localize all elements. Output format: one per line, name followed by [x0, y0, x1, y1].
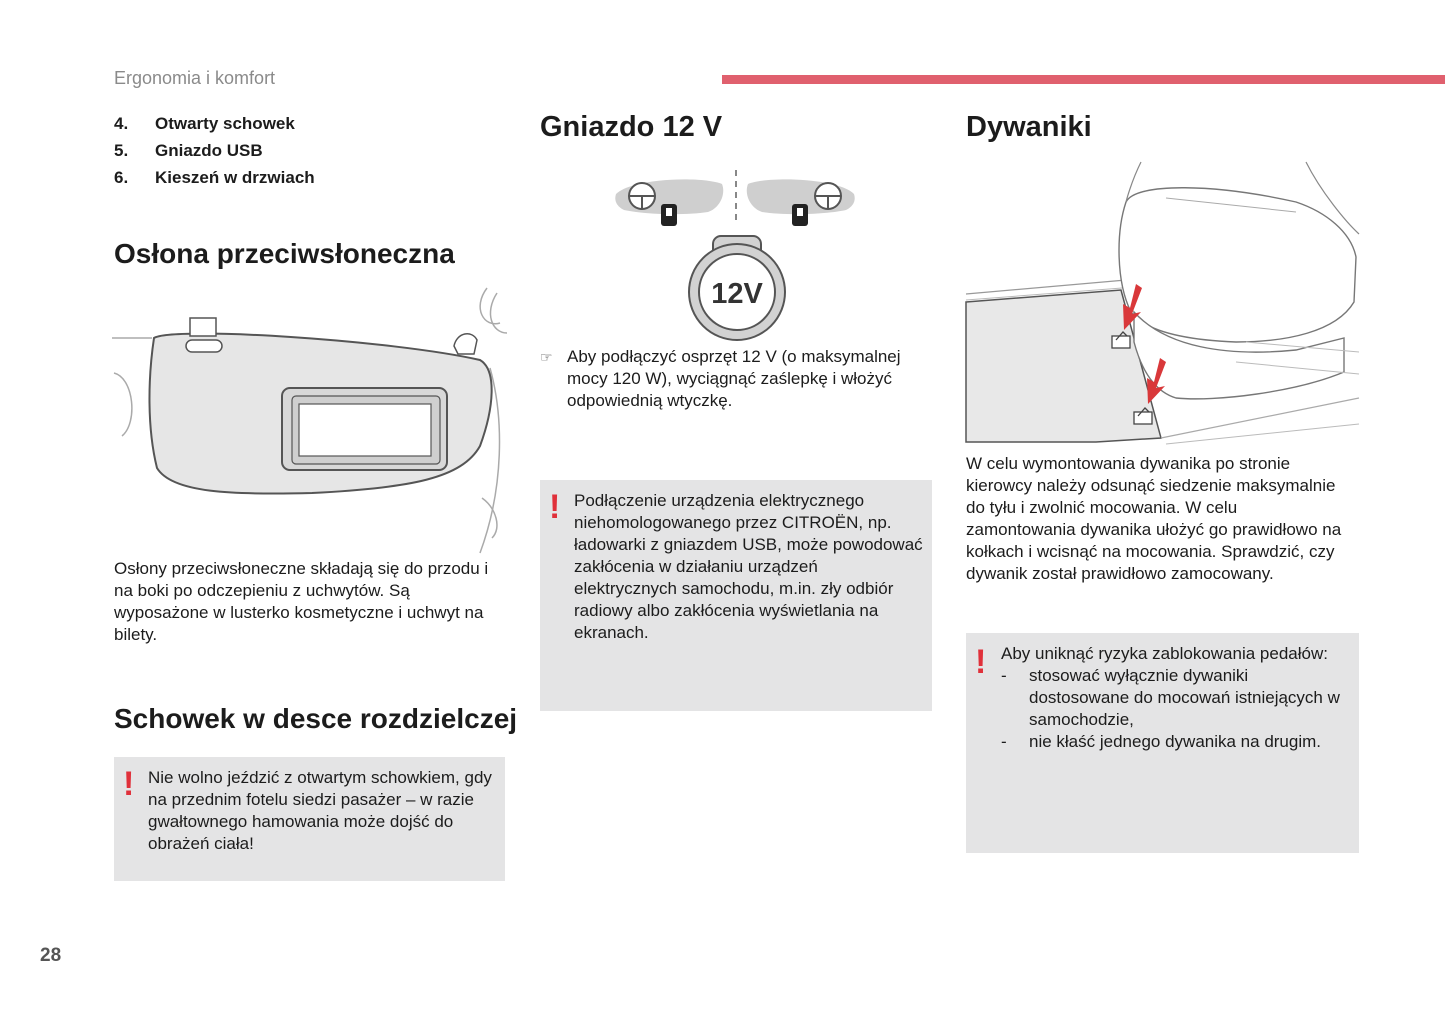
sun-visor-text: Osłony przeciwsłoneczne składają się do przodu i na boki po odczepieniu z uchwytów. Są wyposażone w lusterko kosmetyczne i uchwyt na bilety.	[114, 559, 489, 644]
socket-illustration	[612, 166, 862, 346]
mats-warning-box	[966, 633, 1359, 853]
warning-icon: !	[975, 643, 987, 681]
glovebox-heading: Schowek w desce rozdzielczej	[114, 703, 518, 734]
mat-fastener-icon	[1112, 336, 1130, 348]
glovebox-warning-box	[114, 757, 505, 881]
mats-warning-item: stosować wyłącznie dywaniki dostosowane do mocowań istniejących w samochodzie,	[1029, 666, 1340, 729]
section-title: Ergonomia i komfort	[114, 68, 276, 88]
mats-warning-content	[1001, 643, 1353, 753]
socket-label: 12V	[711, 278, 763, 310]
list-item	[114, 113, 514, 140]
mats-text: W celu wymontowania dywanika po stronie kierowcy należy odsunąć siedzenie maksymalnie do tyłu i zwolnić mocowania. W celu zamontowania dywanika ułożyć go prawidłowo na kołkach i wcisnąć na mocowania. Sprawdzić, czy dywanik został prawidłowo zamocowany.	[966, 454, 1342, 583]
list-item: - stosować wyłącznie dywaniki dostosowane do mocowań istniejących w samochodzie,	[1001, 665, 1353, 731]
list-item	[114, 167, 514, 194]
list-item-number: 5.	[114, 141, 129, 160]
numbered-list	[114, 113, 514, 194]
socket-instruction-text: Aby podłączyć osprzęt 12 V (o maksymalnej mocy 120 W), wyciągnąć zaślepkę i włożyć odpowiednią wtyczkę.	[567, 347, 901, 410]
socket-heading: Gniazdo 12 V	[540, 111, 723, 143]
list-item-label: Gniazdo USB	[155, 141, 263, 160]
mats-heading: Dywaniki	[966, 111, 1092, 143]
page-number: 28	[40, 945, 62, 966]
list-item: - nie kłaść jednego dywanika na drugim.	[1001, 732, 1322, 751]
socket-warning-box	[540, 480, 932, 711]
socket-instruction	[540, 346, 935, 412]
header-accent-bar	[722, 75, 1445, 84]
list-item-label: Kieszeń w drzwiach	[155, 168, 315, 187]
glovebox-warning-text: Nie wolno jeździć z otwartym schowkiem, gdy na przednim fotelu siedzi pasażer – w razie gwałtownego hamowania może dojść do obrażeń ciała!	[148, 768, 492, 853]
pointing-hand-icon: ☞	[540, 349, 553, 365]
mat-fastener-icon	[1134, 412, 1152, 424]
warning-icon: !	[549, 488, 561, 526]
sun-visor-illustration	[112, 288, 508, 558]
socket-warning-text: Podłączenie urządzenia elektrycznego niehomologowanego przez CITROËN, np. ładowarki z gniazdem USB, może powodować zakłócenia w działaniu urządzeń elektrycznych samochodu, m.in. zły odbiór radiowy albo zakłócenia wyświetlania na ekranach.	[574, 491, 923, 642]
list-item-label: Otwarty schowek	[155, 114, 295, 133]
list-item	[114, 140, 514, 167]
floor-mat-illustration	[966, 162, 1359, 444]
mats-warning-intro: Aby uniknąć ryzyka zablokowania pedałów:	[1001, 644, 1328, 663]
mats-warning-item: nie kłaść jednego dywanika na drugim.	[1029, 732, 1322, 751]
warning-icon: !	[123, 765, 135, 803]
list-item-number: 6.	[114, 168, 129, 187]
vanity-mirror	[299, 404, 431, 456]
list-item-number: 4.	[114, 114, 129, 133]
seat-cushion	[1119, 188, 1356, 342]
sun-visor-heading: Osłona przeciwsłoneczna	[114, 238, 455, 269]
